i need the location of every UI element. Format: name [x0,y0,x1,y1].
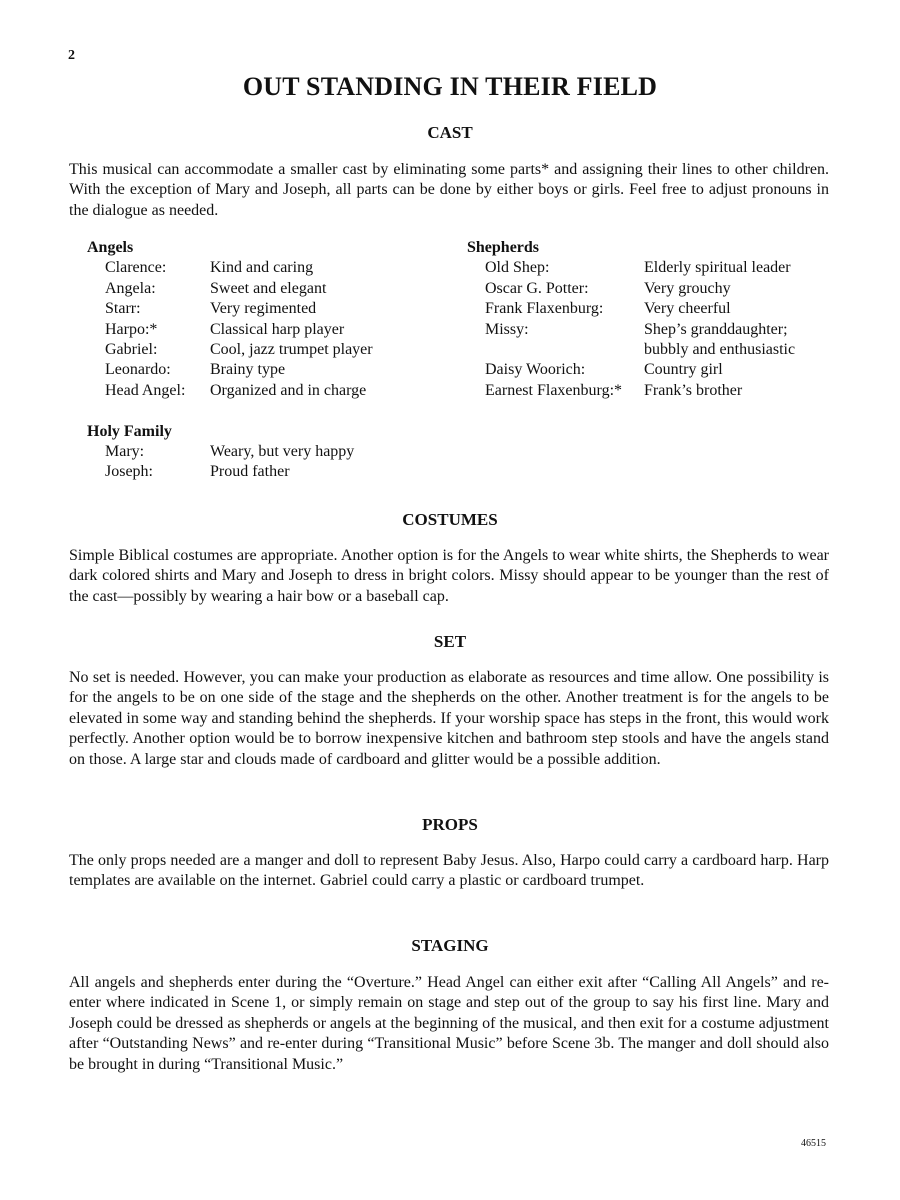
cast-description: Weary, but very happy [210,443,355,461]
cast-row [467,279,795,299]
cast-name: Leonardo: [105,361,171,379]
set-text: No set is needed. However, you can make your production as elaborate as resources and time allow. One possibility is for the angels to be on one side of the stage and the shepherds on the other. Another treatment is for the angels to be elevated in some way and standing behind the shepherds. If your worship space has steps in the front, this would work perfectly. Another option would be to borrow inexpensive kitchen and bathroom step stools and have the angels stand on those. A large star and clouds made of cardboard and glitter would be a possible addition. [69,669,829,768]
cast-description: Frank’s brother [644,381,743,399]
staging-text: All angels and shepherds enter during the “Overture.” Head Angel can either exit after “Calling All Angels” and re-enter where indicated in Scene 1, or simply remain on stage and step out of the group to say his first line. Mary and Joseph could be dressed as shepherds or angels at the beginning of the musical, and then exit for a costume adjustment after “Outstanding News” and re-enter during “Transitional Music” before Scene 3b. The manger and doll should also be brought in during “Transitional Music.” [69,974,829,1073]
cast-name: Frank Flaxenburg: [485,300,604,318]
cast-name: Oscar G. Potter: [485,279,589,297]
cast-description: Proud father [210,463,290,481]
cast-name: Harpo:* [105,320,158,338]
cast-description: Brainy type [210,361,286,379]
cast-row [87,320,373,340]
cast-name: Daisy Woorich: [485,361,586,379]
props-heading: PROPS [422,815,478,834]
costumes-heading: COSTUMES [402,510,498,529]
cast-row [87,299,373,319]
cast-row [87,258,373,278]
cast-description: Very grouchy [644,279,731,297]
cast-name: Gabriel: [105,341,158,359]
props-text: The only props needed are a manger and doll to represent Baby Jesus. Also, Harpo could carry a cardboard harp. Harp templates are available on the internet. Gabriel could carry a plastic or cardboard trumpet. [69,852,829,890]
cast-name-empty [467,340,644,360]
cast-row [467,340,795,360]
cast-description: Sweet and elegant [210,279,327,297]
cast-row [467,320,795,340]
cast-row [87,360,373,380]
spacer [87,401,373,421]
cast-description: Organized and in charge [210,381,367,399]
cast-name: Mary: [105,443,145,461]
angels-group-title: Angels [87,239,134,256]
cast-description: Shep’s granddaughter; [644,320,788,338]
staging-heading: STAGING [411,936,489,955]
left-cast-column [87,238,373,483]
cast-description: bubbly and enthusiastic [644,341,796,359]
cast-row [87,340,373,360]
cast-row [87,279,373,299]
set-heading: SET [433,632,467,651]
cast-description: Very cheerful [644,300,731,318]
costumes-text: Simple Biblical costumes are appropriate. Another option is for the Angels to wear white shirts, the Shepherds to wear dark colored shirts and Mary and Joseph to dress in bright colors. Missy should appear to be younger than the rest of the cast—possibly by wearing a hair bow or a baseball cap. [69,547,829,605]
cast-intro: This musical can accommodate a smaller cast by eliminating some parts* and assigning their lines to other children. With the exception of Mary and Joseph, all parts can be done by either boys or girls. Feel free to adjust pronouns in the dialogue as needed. [69,161,829,219]
cast-heading: CAST [427,123,473,142]
cast-description: Cool, jazz trumpet player [210,341,373,359]
cast-row [87,442,373,462]
cast-name: Starr: [105,300,141,318]
page-title: OUT STANDING IN THEIR FIELD [242,72,658,101]
cast-description: Elderly spiritual leader [644,259,791,277]
cast-row [87,462,373,482]
cast-description: Very regimented [210,300,317,318]
cast-name: Joseph: [105,463,153,481]
cast-row [467,299,795,319]
cast-name: Earnest Flaxenburg:* [485,381,623,399]
cast-name: Clarence: [105,259,167,277]
cast-name: Old Shep: [485,259,550,277]
cast-description: Kind and caring [210,259,314,277]
cast-row [87,381,373,401]
cast-name: Angela: [105,279,156,297]
cast-row [467,381,795,401]
cast-description: Classical harp player [210,320,345,338]
cast-description: Country girl [644,361,723,379]
right-cast-column [467,238,795,401]
cast-name: Head Angel: [105,381,186,399]
cast-row [467,258,795,278]
cast-name: Missy: [485,320,529,338]
cast-row [467,360,795,380]
footer-catalog-number: 46515 [801,1138,826,1149]
page-number: 2 [68,48,75,63]
shepherds-group-title: Shepherds [467,239,540,256]
holy-family-group-title: Holy Family [87,422,172,440]
